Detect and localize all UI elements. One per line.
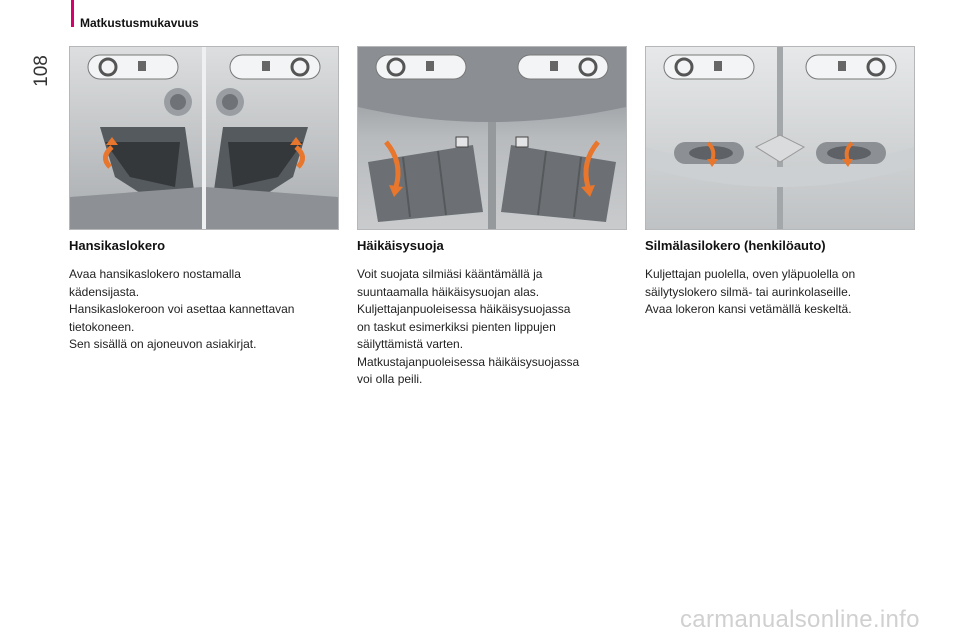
- steering-wheel-mirror-icon: [806, 55, 896, 79]
- watermark: carmanualsonline.info: [680, 606, 920, 633]
- steering-wheel-mirror-icon: [88, 55, 178, 79]
- section-title: Silmälasilokero (henkilöauto): [645, 238, 826, 253]
- page-number: 108: [31, 55, 52, 87]
- section-line: säilyttämistä varten.: [357, 337, 464, 351]
- section-line: Avaa hansikaslokero nostamalla: [69, 267, 241, 281]
- section-line: Voit suojata silmiäsi kääntämällä ja: [357, 267, 543, 281]
- sun-visor-section: [357, 238, 619, 389]
- section-line: Matkustajanpuoleisessa häikäisysuojassa: [357, 354, 580, 369]
- section-line: on taskut esimerkiksi pienten lippujen: [357, 319, 556, 334]
- section-line: tietokoneen.: [69, 319, 135, 334]
- section-line: Hansikaslokeroon voi asettaa kannettavan: [69, 302, 295, 316]
- section-line: suuntaamalla häikäisysuojan alas.: [357, 284, 540, 299]
- chapter-title: Matkustusmukavuus: [80, 16, 199, 30]
- section-line: säilytyslokero silmä- tai aurinkolaseille.: [645, 284, 852, 299]
- section-line: voi olla peili.: [357, 372, 423, 386]
- steering-wheel-mirror-icon: [376, 55, 466, 79]
- steering-wheel-mirror-icon: [664, 55, 754, 79]
- section-line: Avaa lokeron kansi vetämällä keskeltä.: [645, 302, 852, 316]
- section-title: Hansikaslokero: [69, 238, 166, 253]
- glasses-storage-illustration: [645, 46, 915, 230]
- steering-wheel-mirror-icon: [230, 55, 320, 79]
- section-line: kädensijasta.: [69, 284, 140, 299]
- section-line: Kuljettajanpuoleisessa häikäisysuojassa: [357, 302, 571, 316]
- section-line: Kuljettajan puolella, oven yläpuolella on: [645, 267, 856, 281]
- glovebox-section: [69, 238, 331, 354]
- steering-wheel-mirror-icon: [518, 55, 608, 79]
- accent-bar: [71, 0, 74, 27]
- glovebox-illustration: [69, 46, 339, 230]
- section-title: Häikäisysuoja: [357, 238, 444, 253]
- sun-visor-illustration: [357, 46, 627, 230]
- glasses-storage-section: [645, 238, 907, 319]
- section-line: Sen sisällä on ajoneuvon asiakirjat.: [69, 337, 257, 351]
